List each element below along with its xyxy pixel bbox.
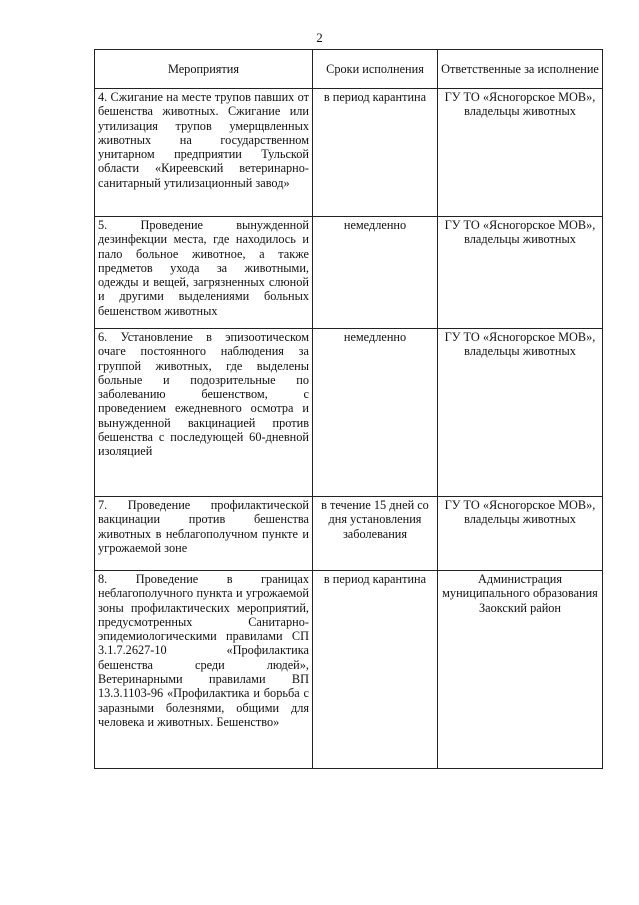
- responsible-cell: ГУ ТО «Ясногорское МОВ», владельцы животных: [438, 329, 603, 497]
- responsible-cell: ГУ ТО «Ясногорское МОВ», владельцы животных: [438, 217, 603, 329]
- table-row: [95, 217, 603, 329]
- responsible-cell: Администрация муниципального образования Заокский район: [438, 571, 603, 769]
- term-cell: немедленно: [313, 329, 438, 497]
- page-number: 2: [316, 30, 323, 45]
- responsible-cell: ГУ ТО «Ясногорское МОВ», владельцы животных: [438, 497, 603, 571]
- measure-cell: 4. Сжигание на месте трупов павших от бешенства животных. Сжигание или утилизация трупов умерщвленных животных на государственном унитарном предприятии Тульской области «Киреевский ветеринарно-санитарный утилизационный завод»: [95, 89, 313, 217]
- term-cell: немедленно: [313, 217, 438, 329]
- measure-cell: 5. Проведение вынужденной дезинфекции места, где находилось и пало больное животное, а также предметов ухода за животными, одежды и вещей, загрязненных слюной и другими выделениями больных бешенством животных: [95, 217, 313, 329]
- header-terms: Сроки исполнения: [313, 50, 438, 89]
- table-header-row: [95, 50, 603, 89]
- term-cell: в течение 15 дней со дня установления заболевания: [313, 497, 438, 571]
- responsible-cell: ГУ ТО «Ясногорское МОВ», владельцы животных: [438, 89, 603, 217]
- header-measures: Мероприятия: [95, 50, 313, 89]
- measure-cell: 8. Проведение в границах неблагополучного пункта и угрожаемой зоны профилактических мероприятий, предусмотренных Санитарно-эпидемиологическими правилами СП 3.1.7.2627-10 «Профилактика бешенства среди людей», Ветеринарными правилами ВП 13.3.1103-96 «Профилактика и борьба с заразными болезнями, общими для человека и животных. Бешенство»: [95, 571, 313, 769]
- term-cell: в период карантина: [313, 571, 438, 769]
- measure-cell: 6. Установление в эпизоотическом очаге постоянного наблюдения за группой животных, где выделены больные и подозрительные по заболеванию бешенством, с проведением ежедневного осмотра и вынужденной вакцинацией против бешенства с последующей 60-дневной изоляцией: [95, 329, 313, 497]
- measure-cell: 7. Проведение профилактической вакцинации против бешенства животных в неблагополучном пункте и угрожаемой зоне: [95, 497, 313, 571]
- table-row: [95, 89, 603, 217]
- table-row: [95, 571, 603, 769]
- measures-table: [94, 49, 603, 769]
- header-responsible: Ответственные за исполнение: [438, 50, 603, 89]
- table-row: [95, 497, 603, 571]
- table-row: [95, 329, 603, 497]
- term-cell: в период карантина: [313, 89, 438, 217]
